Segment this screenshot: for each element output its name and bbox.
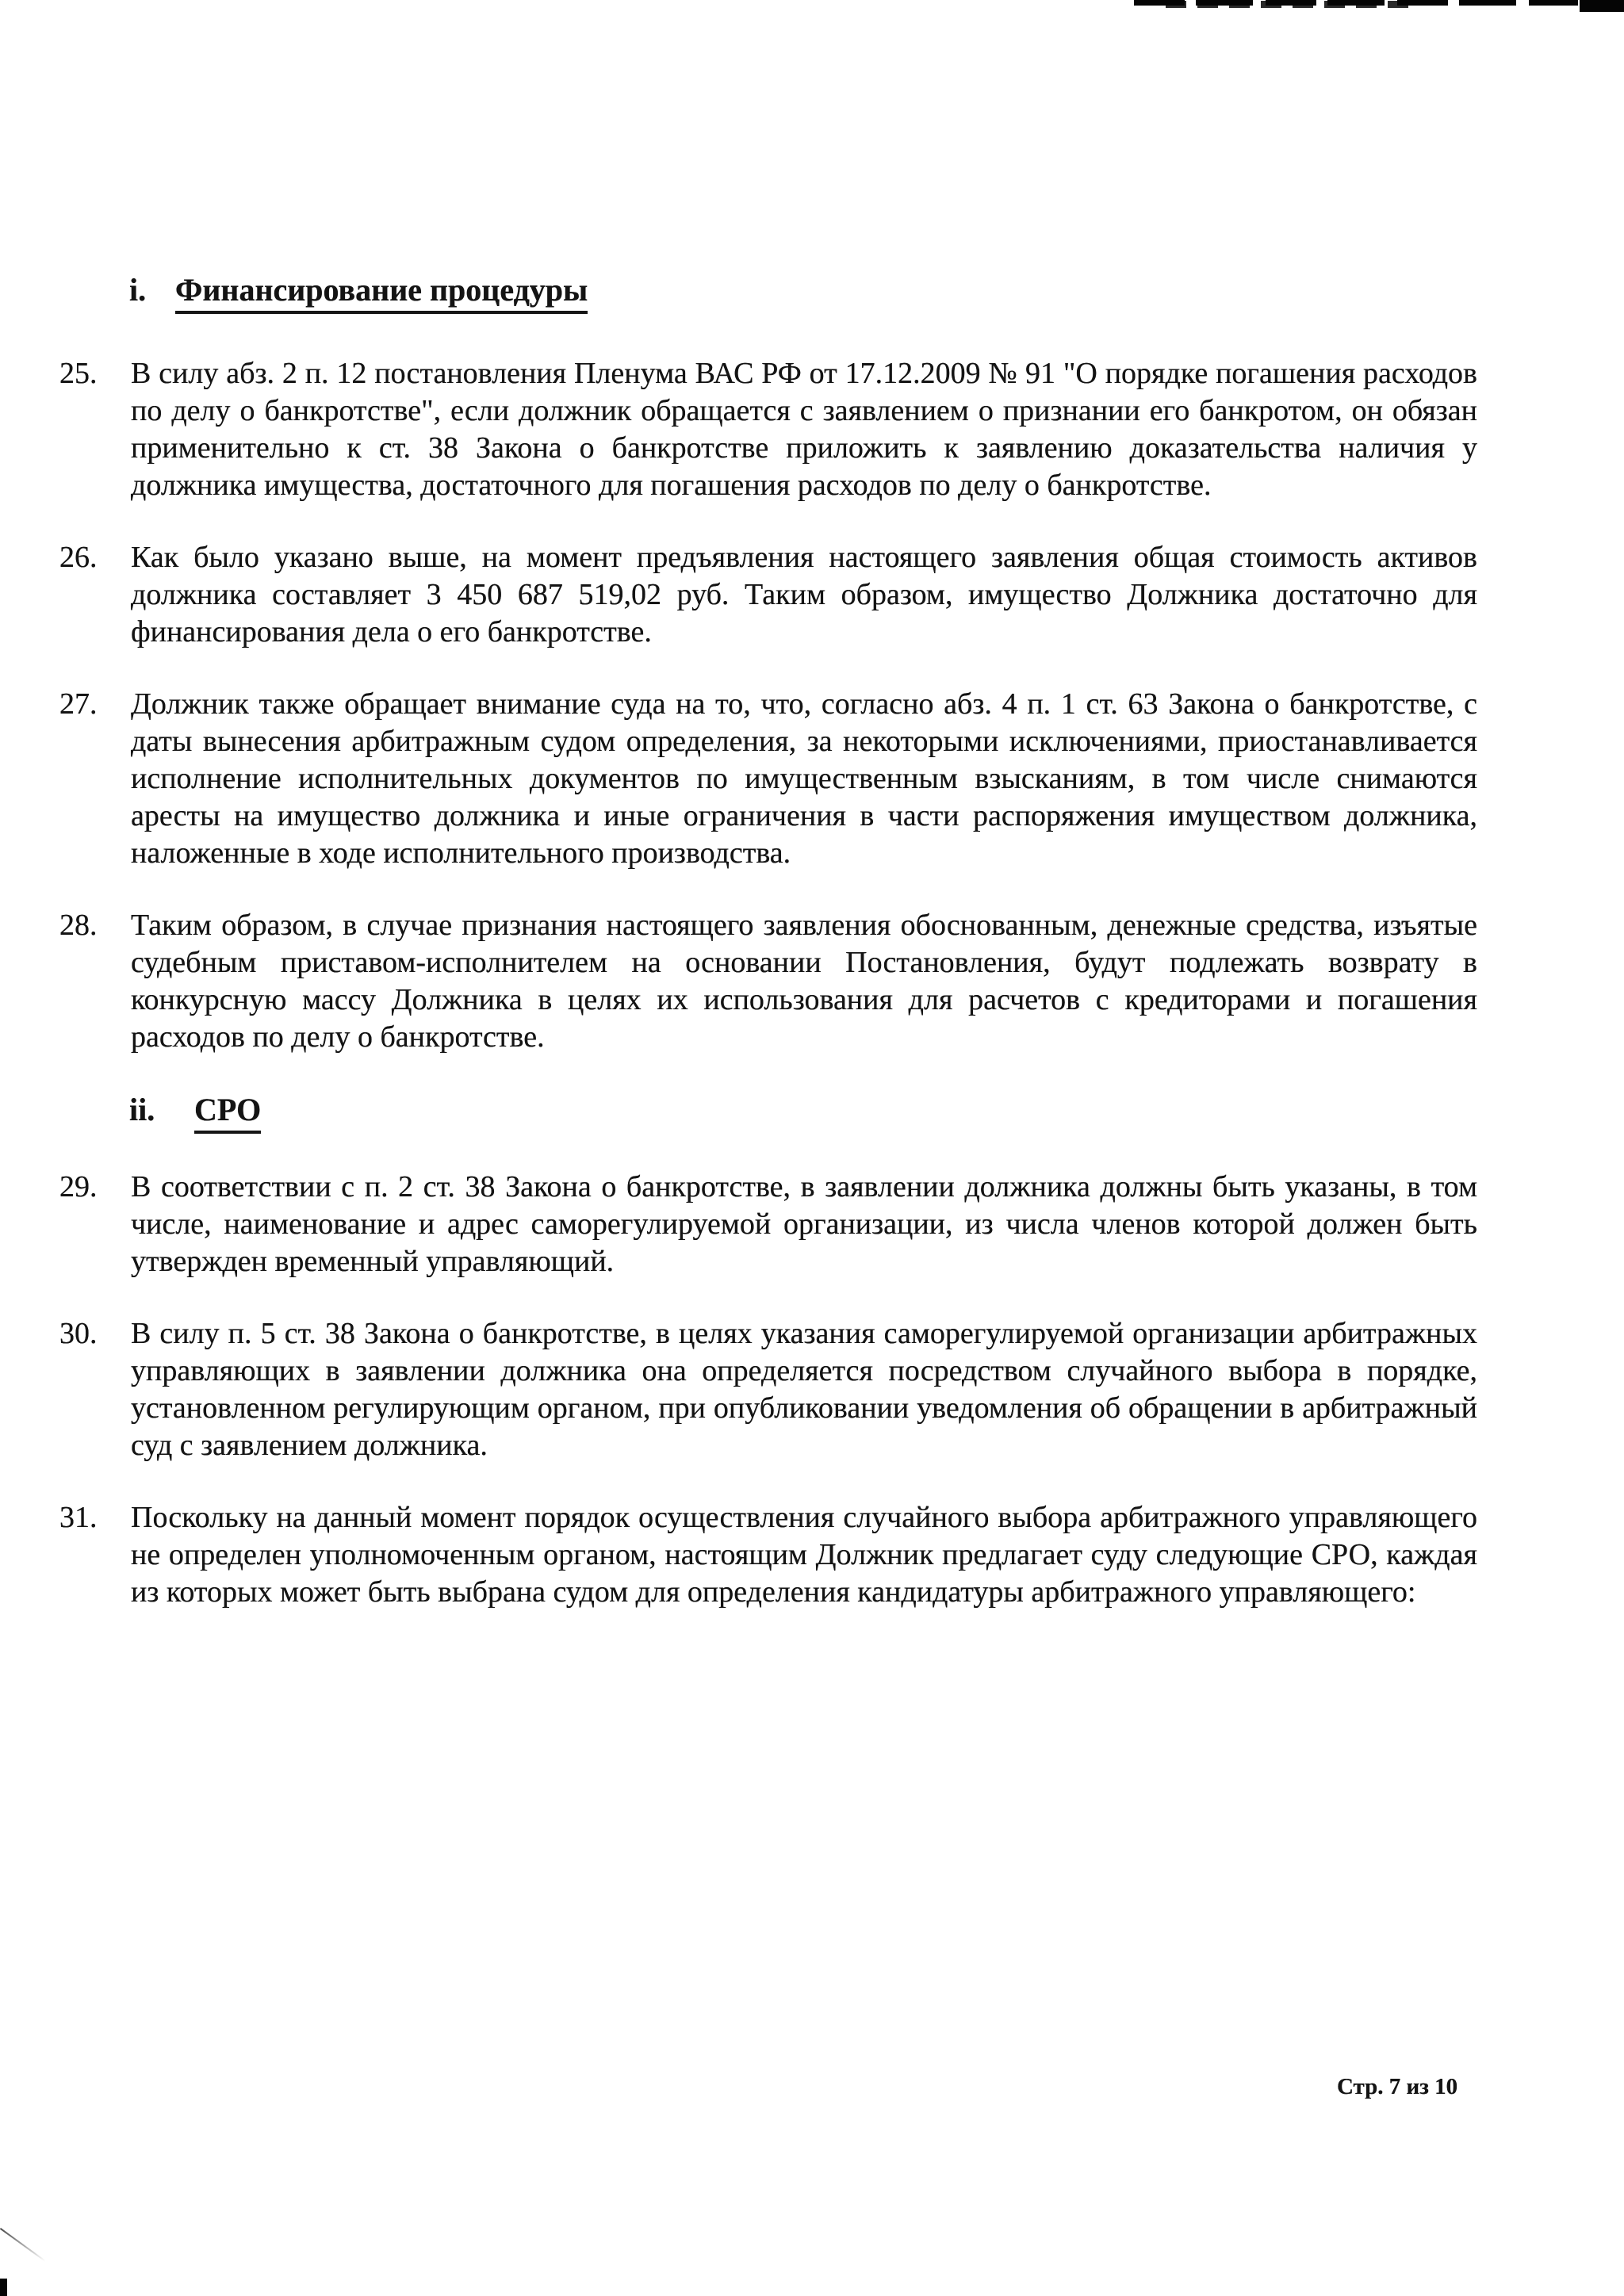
scan-artifact-scratch bbox=[0, 2228, 46, 2262]
scan-artifact-top-right-corner bbox=[1580, 0, 1624, 12]
paragraph-31 bbox=[59, 1499, 1477, 1611]
paragraph-number: 28. bbox=[59, 909, 98, 942]
paragraph-number: 29. bbox=[59, 1170, 98, 1203]
paragraph-28 bbox=[59, 907, 1477, 1056]
paragraph-text: Поскольку на данный момент порядок осуществления случайного выбора арбитражного управляющего не определен уполномоченным органом, настоящим Должник предлагает суду следующие СРО, каждая из которых может быть выбрана судом для определения кандидатуры арбитражного управляющего: bbox=[131, 1501, 1477, 1609]
paragraph-number: 25. bbox=[59, 357, 98, 390]
paragraph-27 bbox=[59, 686, 1477, 872]
paragraph-number: 26. bbox=[59, 541, 98, 574]
document-body bbox=[59, 271, 1477, 1646]
section-title-sro: СРО bbox=[194, 1091, 261, 1134]
paragraph-text: Как было указано выше, на момент предъявления настоящего заявления общая стоимость активов должника составляет 3 450 687 519,02 руб. Таким образом, имущество Должника достаточно для финансирования дела о его банкротстве. bbox=[131, 541, 1477, 649]
paragraph-number: 27. bbox=[59, 687, 98, 721]
paragraph-26 bbox=[59, 539, 1477, 651]
paragraph-29 bbox=[59, 1169, 1477, 1280]
section-title-financing: Финансирование процедуры bbox=[175, 271, 588, 314]
paragraph-30 bbox=[59, 1315, 1477, 1464]
paragraph-text: В соответствии с п. 2 ст. 38 Закона о банкротстве, в заявлении должника должны быть указаны, в том числе, наименование и адрес саморегулируемой организации, из числа членов которой должен быть утвержден временный управляющий. bbox=[131, 1170, 1477, 1278]
paragraph-number: 31. bbox=[59, 1501, 98, 1534]
paragraph-text: Должник также обращает внимание суда на то, что, согласно абз. 4 п. 1 ст. 63 Закона о банкротстве, с даты вынесения арбитражным судом определения, за некоторыми исключениями, приостанавливается исполнение исполнительных документов по имущественным взысканиям, в том числе снимаются аресты на имущество должника и иные ограничения в части распоряжения имуществом должника, наложенные в ходе исполнительного производства. bbox=[131, 687, 1477, 870]
paragraph-text: В силу п. 5 ст. 38 Закона о банкротстве, в целях указания саморегулируемой организации арбитражных управляющих в заявлении должника она определяется посредством случайного выбора в порядке, установленном регулирующим органом, при опубликовании уведомления об обращении в арбитражный суд с заявлением должника. bbox=[131, 1317, 1477, 1462]
section-marker-i: i. bbox=[129, 272, 147, 308]
section-heading-financing bbox=[129, 271, 1477, 314]
page-number: Стр. 7 из 10 bbox=[1337, 2074, 1458, 2099]
scan-artifact-bottom-left-corner bbox=[0, 2279, 7, 2296]
paragraph-25 bbox=[59, 355, 1477, 504]
paragraph-number: 30. bbox=[59, 1317, 98, 1350]
paragraph-text: В силу абз. 2 п. 12 постановления Пленума ВАС РФ от 17.12.2009 № 91 "О порядке погашения расходов по делу о банкротстве", если должник обращается с заявлением о признании его банкротом, он обязан применительно к ст. 38 Закона о банкротстве приложить к заявлению доказательства наличия у должника имущества, достаточного для погашения расходов по делу о банкротстве. bbox=[131, 357, 1477, 502]
section-heading-sro bbox=[129, 1091, 1477, 1134]
paragraph-text: Таким образом, в случае признания настоящего заявления обоснованным, денежные средства, изъятые судебным приставом-исполнителем на основании Постановления, будут подлежать возврату в конкурсную массу Должника в целях их использования для расчетов с кредиторами и погашения расходов по делу о банкротстве. bbox=[131, 909, 1477, 1054]
scan-artifact-top-line-speckle bbox=[1166, 1, 1419, 8]
section-marker-ii: ii. bbox=[129, 1092, 155, 1127]
